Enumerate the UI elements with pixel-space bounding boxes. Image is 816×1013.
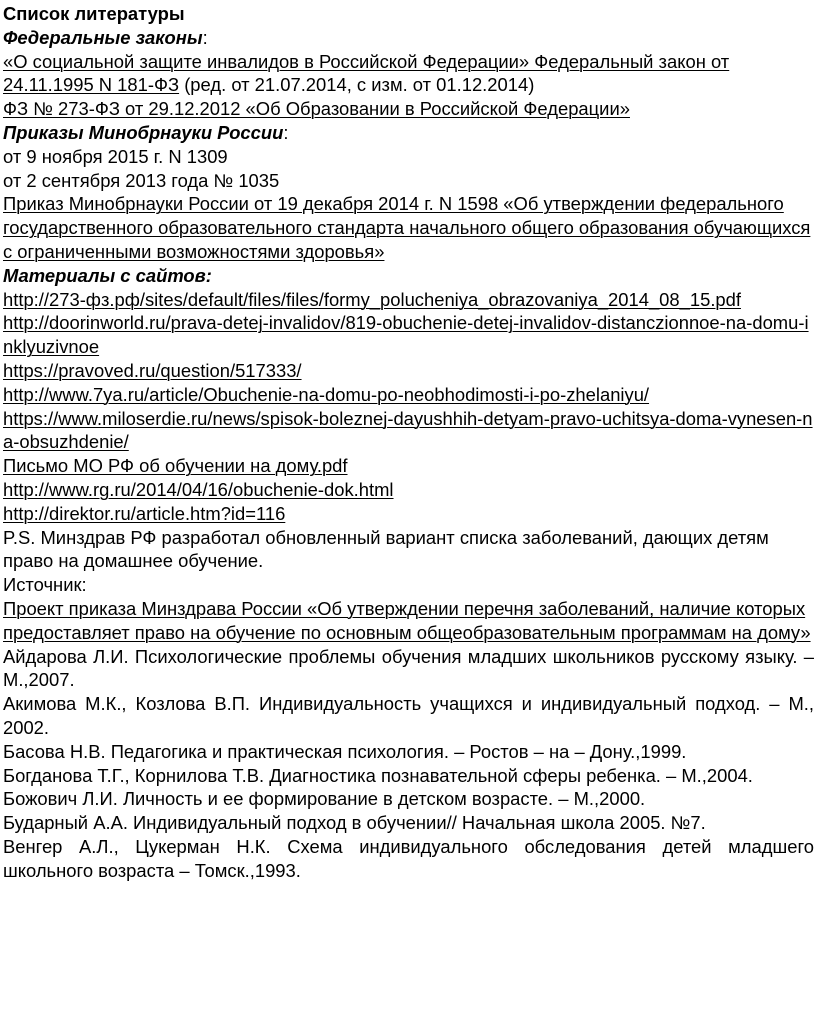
federal-laws-heading-line: Федеральные законы: bbox=[3, 26, 208, 48]
book-item-7: Венгер А.Л., Цукерман Н.К. Схема индивидуального обследования детей младшего школьного возраста – Томск.,1993. bbox=[3, 835, 814, 881]
federal-law-181-link[interactable]: «О социальной защите инвалидов в Российской Федерации» Федеральный закон от 24.11.1995 N 181-ФЗ bbox=[3, 50, 730, 96]
federal-law-item-1: «О социальной защите инвалидов в Российской Федерации» Федеральный закон от 24.11.1995 N 181-ФЗ (ред. от 21.07.2014, с изм. от 01.12.2014) bbox=[3, 50, 730, 96]
book-item-2: Акимова М.К., Козлова В.П. Индивидуальность учащихся и индивидуальный подход. – М., 2002. bbox=[3, 693, 814, 738]
material-link-8[interactable]: http://direktor.ru/article.htm?id=116 bbox=[3, 502, 286, 524]
ps-note: P.S. Минздрав РФ разработал обновленный вариант списка заболеваний, дающих детям право на домашнее обучение. bbox=[3, 526, 769, 572]
orders-heading-line: Приказы Минобрнауки России: bbox=[3, 121, 289, 143]
materials-heading: Материалы с сайтов: bbox=[3, 264, 212, 286]
order-1598-link[interactable]: Приказ Минобрнауки России от 19 декабря 2014 г. N 1598 «Об утверждении федерального государственного образовательного стандарта начального общего образования обучающихся с ограниченными возможностями здоровья» bbox=[3, 193, 811, 262]
book-item-6: Бударный А.А. Индивидуальный подход в обучении// Начальная школа 2005. №7. bbox=[3, 812, 706, 834]
page-title: Список литературы bbox=[3, 3, 185, 24]
book-item-5: Божович Л.И. Личность и ее формирование в детском возрасте. – М.,2000. bbox=[3, 788, 646, 810]
source-link[interactable]: Проект приказа Минздрава России «Об утверждении перечня заболеваний, наличие которых предоставляет право на обучение по основным общеобразовательным программам на дому» bbox=[3, 597, 811, 643]
material-link-3[interactable]: https://pravoved.ru/question/517333/ bbox=[3, 359, 302, 381]
order-item-1035: от 2 сентября 2013 года № 1035 bbox=[3, 169, 280, 191]
material-link-1[interactable]: http://273-фз.рф/sites/default/files/files/formy_polucheniya_obrazovaniya_2014_08_15.pdf bbox=[3, 288, 741, 310]
material-link-5[interactable]: https://www.miloserdie.ru/news/spisok-boleznej-dayushhih-detyam-pravo-uchitsya-doma-vynesen-na-obsuzhdenie/ bbox=[3, 407, 813, 453]
book-item-3: Басова Н.В. Педагогика и практическая психология. – Ростов – на – Дону.,1999. bbox=[3, 740, 687, 762]
book-item-4: Богданова Т.Г., Корнилова Т.В. Диагностика познавательной сферы ребенка. – М.,2004. bbox=[3, 764, 753, 786]
material-link-4[interactable]: http://www.7ya.ru/article/Obuchenie-na-domu-po-neobhodimosti-i-po-zhelaniyu/ bbox=[3, 383, 650, 405]
material-link-7[interactable]: http://www.rg.ru/2014/04/16/obuchenie-dok.html bbox=[3, 478, 394, 500]
source-label: Источник: bbox=[3, 574, 87, 596]
book-item-1: Айдарова Л.И. Психологические проблемы обучения младших школьников русскому языку. – М.,2007. bbox=[3, 645, 814, 691]
federal-law-273-link[interactable]: ФЗ № 273-ФЗ от 29.12.2012 «Об Образовании в Российской Федерации» bbox=[3, 98, 630, 120]
federal-laws-heading: Федеральные законы bbox=[3, 26, 203, 48]
order-item-1309: от 9 ноября 2015 г. N 1309 bbox=[3, 145, 228, 167]
material-link-2[interactable]: http://doorinworld.ru/prava-detej-invalidov/819-obuchenie-detej-invalidov-distanczionnoe-na-domu-inklyuzivnoe bbox=[3, 312, 809, 358]
material-link-6[interactable]: Письмо МО РФ об обучении на дому.pdf bbox=[3, 455, 348, 477]
orders-heading: Приказы Минобрнауки России bbox=[3, 121, 284, 143]
